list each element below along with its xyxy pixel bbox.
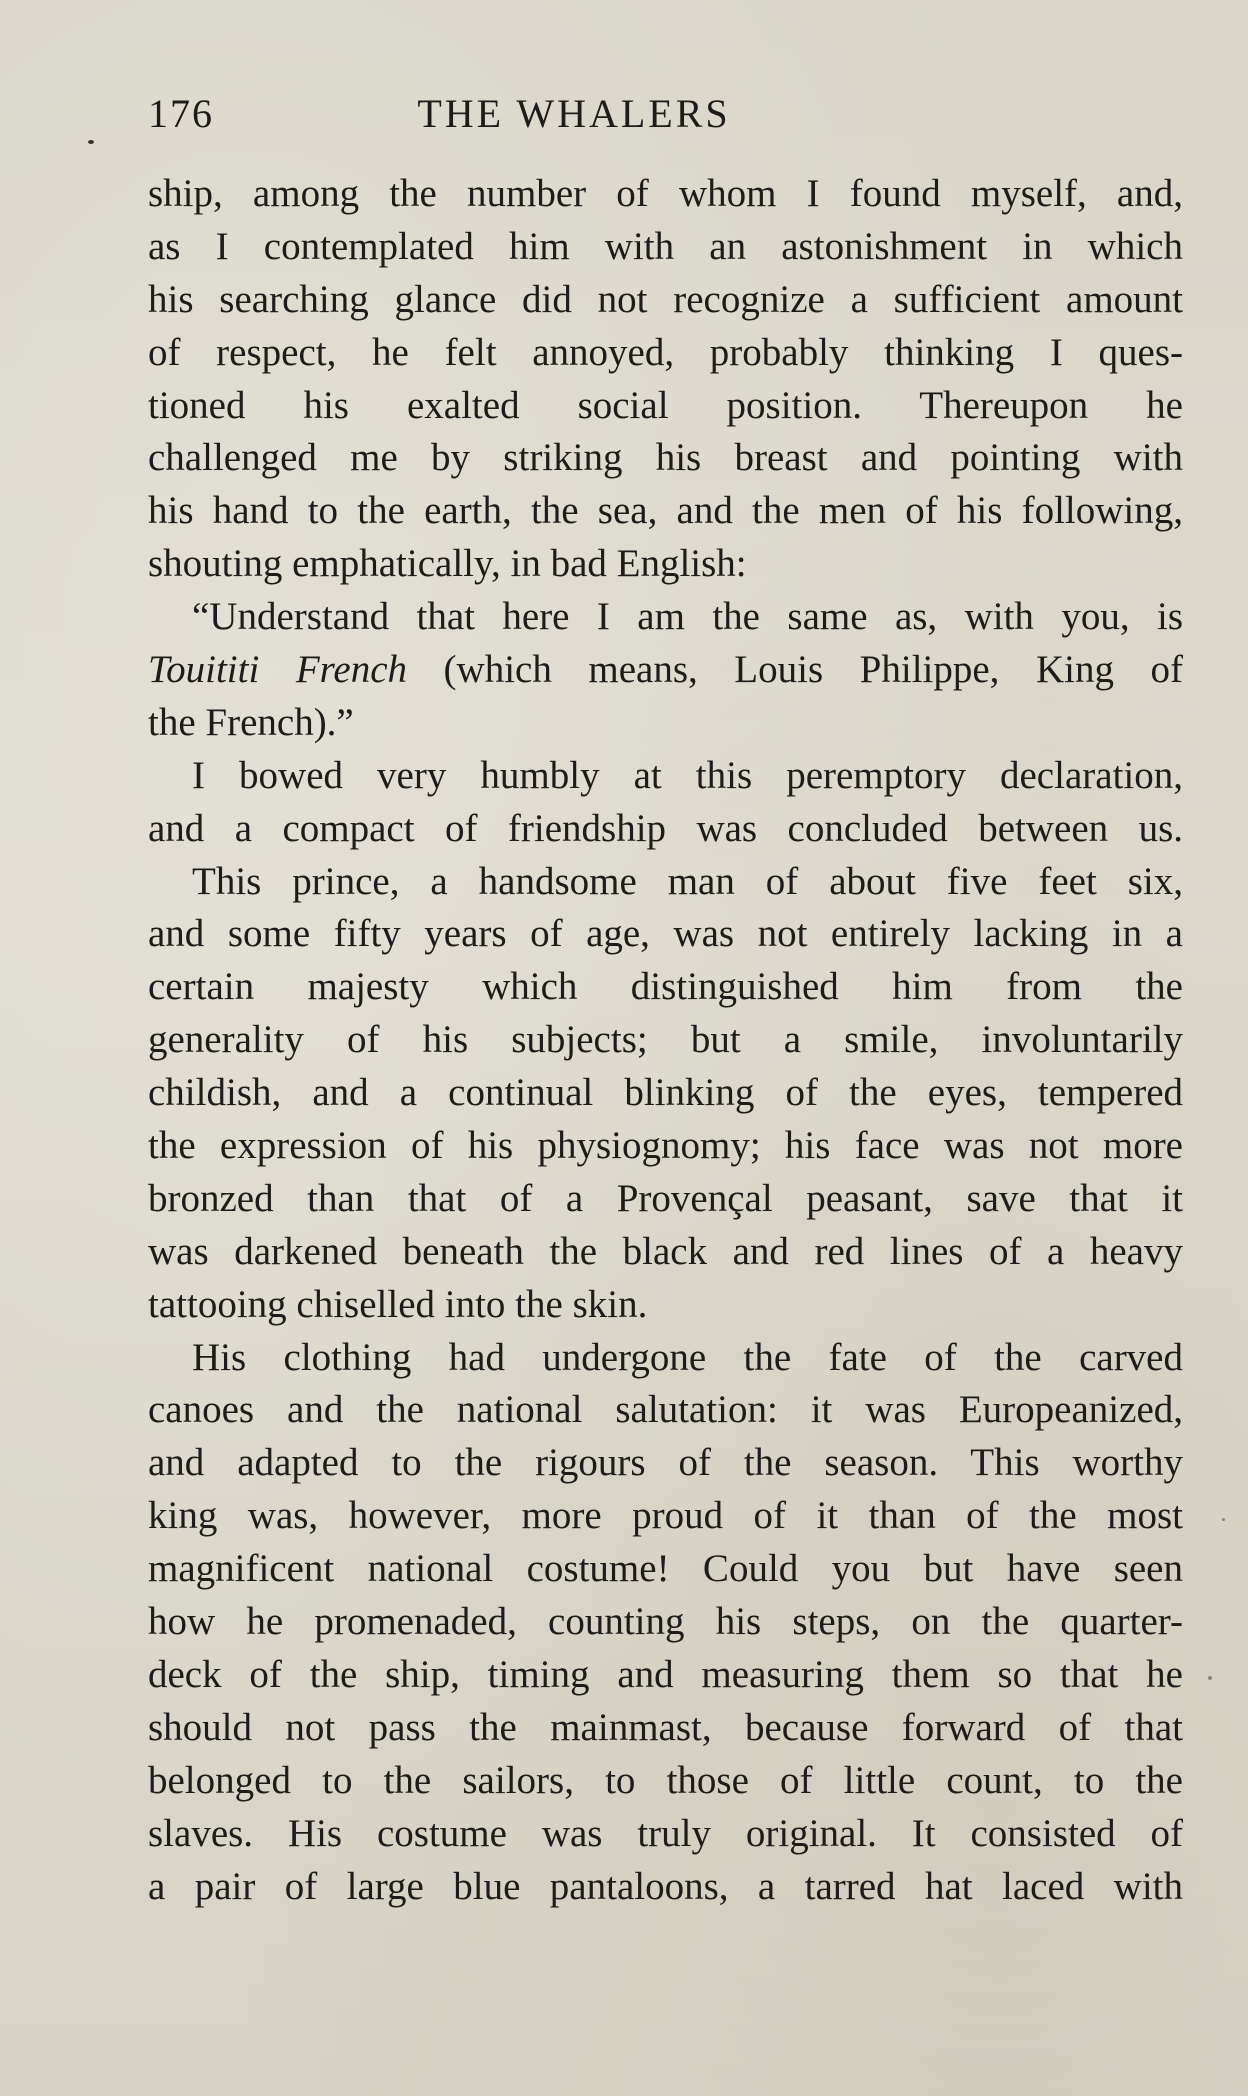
line-text: certain majesty which distinguished him from the <box>148 965 1183 1009</box>
text-line <box>148 697 1183 750</box>
line-text: This prince, a handsome man of about five feet six, <box>192 859 1183 903</box>
text-line <box>148 1755 1183 1808</box>
text-line <box>148 1173 1183 1226</box>
text-line <box>148 380 1183 433</box>
running-title: THE WHALERS <box>417 91 731 136</box>
text-line <box>148 1649 1183 1702</box>
text-line <box>148 1808 1183 1861</box>
text-line <box>148 168 1183 221</box>
line-text: his hand to the earth, the sea, and the men of his following, <box>148 489 1183 533</box>
line-text: a pair of large blue pantaloons, a tarred hat laced with <box>148 1864 1183 1908</box>
text-line <box>148 327 1183 380</box>
text-line <box>148 538 1183 591</box>
ink-speck <box>1222 1518 1225 1521</box>
text-line <box>148 1067 1183 1120</box>
text-line <box>148 1014 1183 1067</box>
line-text: belonged to the sailors, to those of little count, to the <box>148 1758 1183 1802</box>
line-text: childish, and a continual blinking of the eyes, tempered <box>148 1071 1183 1115</box>
text-line <box>148 274 1183 327</box>
text-line <box>148 485 1183 538</box>
text-line <box>148 1861 1183 1914</box>
text-line <box>148 644 1183 697</box>
body-text <box>148 168 1183 1913</box>
text-line <box>148 1279 1183 1332</box>
line-text: I bowed very humbly at this peremptory declaration, <box>192 753 1183 797</box>
text-line <box>148 1543 1183 1596</box>
line-text: and adapted to the rigours of the season. This worthy <box>148 1441 1183 1485</box>
line-text: slaves. His costume was truly original. It consisted of <box>148 1811 1183 1855</box>
text-line <box>148 432 1183 485</box>
line-text: tioned his exalted social position. Thereupon he <box>148 383 1183 427</box>
line-text: generality of his subjects; but a smile, involuntarily <box>148 1018 1183 1062</box>
line-text: his searching glance did not recognize a sufficient amount <box>148 277 1183 321</box>
italic-phrase: Touititi French <box>148 648 407 692</box>
text-line <box>148 1332 1183 1385</box>
line-text: His clothing had undergone the fate of the carved <box>192 1335 1183 1379</box>
line-text: shouting emphatically, in bad English: <box>148 542 747 586</box>
text-line <box>148 803 1183 856</box>
text-line <box>148 1702 1183 1755</box>
line-text: and a compact of friendship was concluded between us. <box>148 806 1183 850</box>
text-line <box>148 1596 1183 1649</box>
line-text: ship, among the number of whom I found myself, and, <box>148 172 1183 215</box>
line-text: “Understand that here I am the same as, with you, is <box>192 595 1183 639</box>
page-number: 176 <box>148 91 214 136</box>
text-line <box>148 1120 1183 1173</box>
line-text: (which means, Louis Philippe, King of <box>407 648 1183 692</box>
text-line <box>148 1226 1183 1279</box>
text-line <box>148 908 1183 961</box>
text-line <box>148 1490 1183 1543</box>
line-text: king was, however, more proud of it than of the most <box>148 1494 1183 1538</box>
line-text: the French).” <box>148 700 354 744</box>
text-line <box>148 856 1183 909</box>
text-line <box>148 1384 1183 1437</box>
line-text: should not pass the mainmast, because forward of that <box>148 1705 1183 1749</box>
line-text: canoes and the national salutation: it was Europeanized, <box>148 1388 1183 1432</box>
line-text: and some fifty years of age, was not entirely lacking in a <box>148 912 1183 956</box>
line-text: was darkened beneath the black and red lines of a heavy <box>148 1229 1183 1273</box>
ink-speck <box>1208 1676 1212 1680</box>
line-text: bronzed than that of a Provençal peasant, save that it <box>148 1176 1183 1220</box>
running-head <box>148 84 1183 144</box>
line-text: how he promenaded, counting his steps, on the quarter- <box>148 1600 1183 1644</box>
text-line <box>148 750 1183 803</box>
line-text: as I contemplated him with an astonishment in which <box>148 224 1183 268</box>
text-line <box>148 961 1183 1014</box>
line-text: the expression of his physiognomy; his face was not more <box>148 1124 1183 1168</box>
text-line <box>148 591 1183 644</box>
ink-speck <box>88 140 94 144</box>
line-text: tattooing chiselled into the skin. <box>148 1282 648 1326</box>
line-text: challenged me by striking his breast and pointing with <box>148 436 1183 480</box>
text-line <box>148 1437 1183 1490</box>
line-text: of respect, he felt annoyed, probably thinking I ques- <box>148 330 1183 374</box>
text-line <box>148 221 1183 274</box>
line-text: magnificent national costume! Could you but have seen <box>148 1547 1183 1591</box>
line-text: deck of the ship, timing and measuring them so that he <box>148 1652 1183 1696</box>
